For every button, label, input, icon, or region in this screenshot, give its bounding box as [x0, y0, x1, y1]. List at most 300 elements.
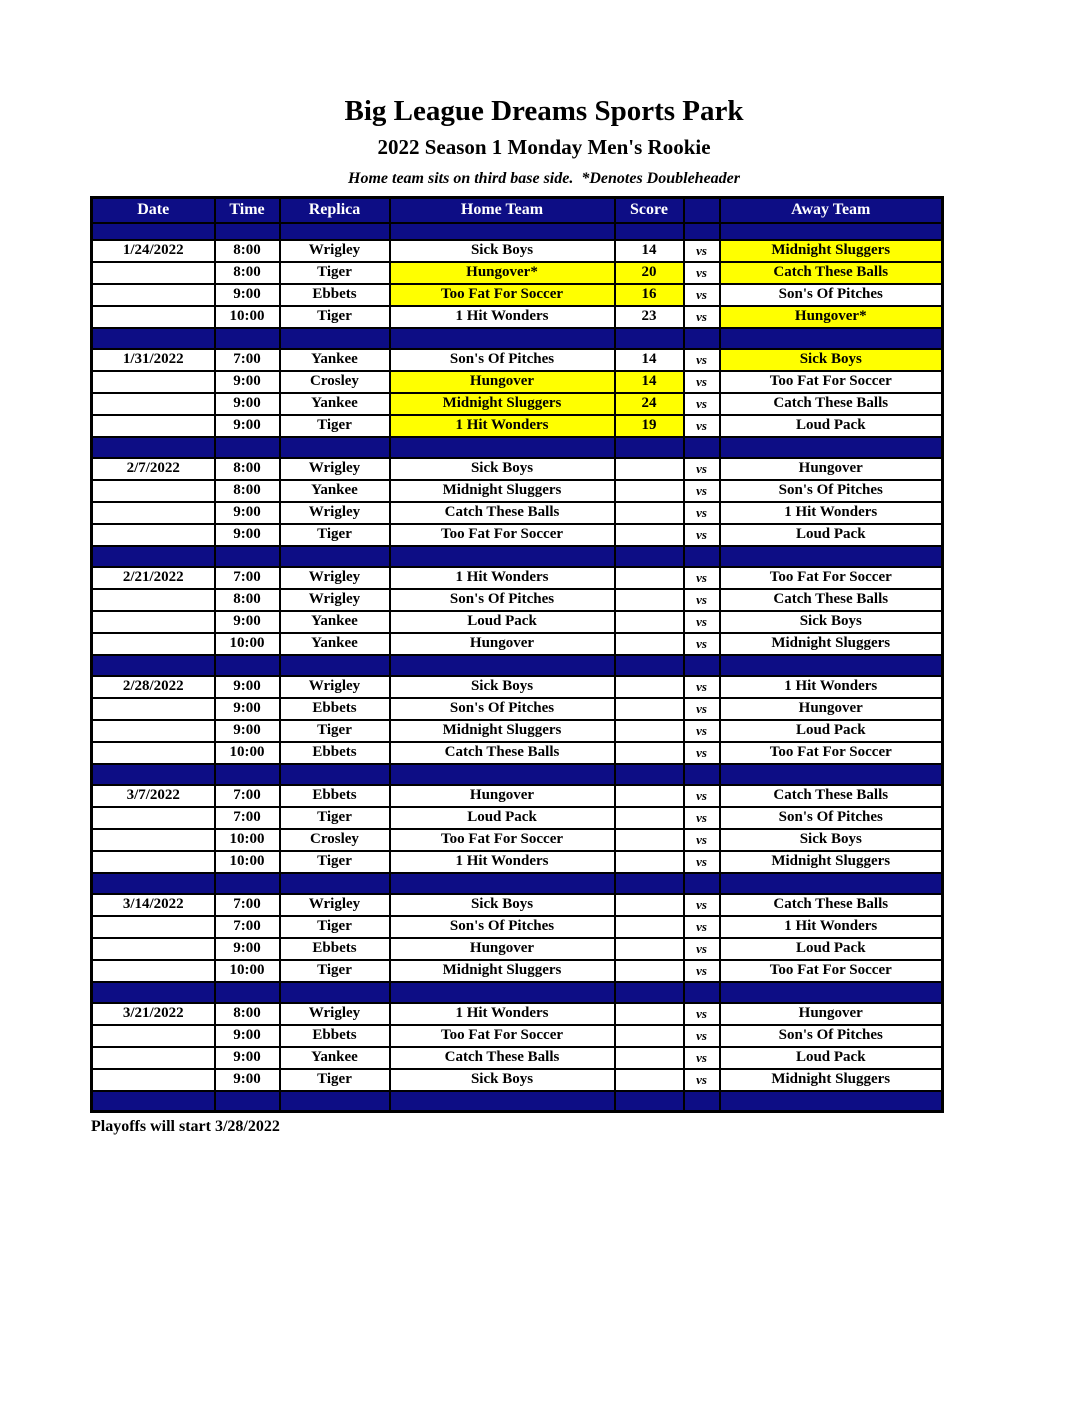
home-team-cell: Hungover* [390, 262, 615, 284]
date-cell [92, 1025, 215, 1047]
score-cell [615, 938, 684, 960]
date-cell: 2/7/2022 [92, 458, 215, 480]
date-cell [92, 393, 215, 415]
score-cell [615, 1069, 684, 1091]
time-cell: 7:00 [215, 894, 280, 916]
column-header-away-team: Away Team [720, 198, 943, 223]
separator-cell [684, 873, 720, 894]
vs-cell: vs [684, 502, 720, 524]
away-team-cell: Catch These Balls [720, 393, 943, 415]
game-row [92, 1003, 943, 1025]
score-cell [615, 524, 684, 546]
game-row [92, 894, 943, 916]
separator-cell [720, 546, 943, 567]
game-row [92, 415, 943, 437]
home-team-cell: Midnight Sluggers [390, 720, 615, 742]
score-cell [615, 1025, 684, 1047]
score-cell [615, 785, 684, 807]
date-cell [92, 1069, 215, 1091]
away-team-cell: Midnight Sluggers [720, 633, 943, 655]
separator-cell [615, 873, 684, 894]
home-team-cell: Hungover [390, 371, 615, 393]
separator-cell [684, 437, 720, 458]
score-cell: 23 [615, 306, 684, 328]
vs-cell: vs [684, 785, 720, 807]
away-team-cell: Loud Pack [720, 1047, 943, 1069]
score-cell: 14 [615, 371, 684, 393]
vs-cell: vs [684, 240, 720, 262]
away-team-cell: Catch These Balls [720, 589, 943, 611]
game-row [92, 284, 943, 306]
time-cell: 8:00 [215, 589, 280, 611]
game-row [92, 567, 943, 589]
date-cell [92, 720, 215, 742]
game-row [92, 807, 943, 829]
date-cell [92, 851, 215, 873]
score-cell: 24 [615, 393, 684, 415]
away-team-cell: Hungover [720, 1003, 943, 1025]
away-team-cell: Sick Boys [720, 349, 943, 371]
week-separator-row [92, 873, 943, 894]
separator-cell [215, 546, 280, 567]
date-cell: 3/7/2022 [92, 785, 215, 807]
date-cell [92, 829, 215, 851]
game-row [92, 393, 943, 415]
replica-cell: Tiger [280, 1069, 390, 1091]
replica-cell: Tiger [280, 720, 390, 742]
score-cell [615, 807, 684, 829]
away-team-cell: Hungover* [720, 306, 943, 328]
separator-cell [390, 982, 615, 1003]
date-cell: 2/28/2022 [92, 676, 215, 698]
home-team-cell: Son's Of Pitches [390, 349, 615, 371]
time-cell: 9:00 [215, 1047, 280, 1069]
away-team-cell: 1 Hit Wonders [720, 502, 943, 524]
game-row [92, 785, 943, 807]
separator-cell [215, 982, 280, 1003]
date-cell [92, 960, 215, 982]
separator-cell [720, 873, 943, 894]
vs-cell: vs [684, 524, 720, 546]
game-row [92, 240, 943, 262]
home-team-cell: Hungover [390, 938, 615, 960]
away-team-cell: Son's Of Pitches [720, 284, 943, 306]
score-cell [615, 676, 684, 698]
vs-cell: vs [684, 458, 720, 480]
away-team-cell: Son's Of Pitches [720, 1025, 943, 1047]
home-team-cell: Sick Boys [390, 894, 615, 916]
time-cell: 9:00 [215, 720, 280, 742]
separator-cell [390, 1091, 615, 1112]
time-cell: 8:00 [215, 458, 280, 480]
week-separator-row [92, 982, 943, 1003]
separator-cell [684, 655, 720, 676]
week-separator-row [92, 437, 943, 458]
score-cell [615, 567, 684, 589]
game-row [92, 371, 943, 393]
page-subtitle: 2022 Season 1 Monday Men's Rookie [377, 135, 711, 159]
time-cell: 9:00 [215, 698, 280, 720]
time-cell: 10:00 [215, 851, 280, 873]
replica-cell: Ebbets [280, 742, 390, 764]
date-cell: 2/21/2022 [92, 567, 215, 589]
replica-cell: Tiger [280, 807, 390, 829]
header-separator-row [92, 223, 943, 240]
game-row [92, 742, 943, 764]
separator-cell [615, 546, 684, 567]
time-cell: 10:00 [215, 829, 280, 851]
vs-cell: vs [684, 415, 720, 437]
column-header-time: Time [215, 198, 280, 223]
replica-cell: Yankee [280, 393, 390, 415]
time-cell: 8:00 [215, 1003, 280, 1025]
schedule-table [90, 196, 944, 1113]
separator-cell [720, 764, 943, 785]
home-team-cell: Too Fat For Soccer [390, 1025, 615, 1047]
separator-cell [92, 873, 215, 894]
time-cell: 9:00 [215, 393, 280, 415]
away-team-cell: 1 Hit Wonders [720, 676, 943, 698]
separator-cell [684, 328, 720, 349]
home-team-cell: Son's Of Pitches [390, 589, 615, 611]
separator-cell [215, 328, 280, 349]
game-row [92, 720, 943, 742]
time-cell: 9:00 [215, 611, 280, 633]
separator-cell [280, 223, 390, 240]
separator-cell [390, 655, 615, 676]
separator-cell [92, 655, 215, 676]
home-team-cell: Sick Boys [390, 240, 615, 262]
separator-cell [280, 1091, 390, 1112]
home-team-cell: Catch These Balls [390, 742, 615, 764]
away-team-cell: 1 Hit Wonders [720, 916, 943, 938]
separator-cell [720, 1091, 943, 1112]
vs-cell: vs [684, 1025, 720, 1047]
time-cell: 7:00 [215, 349, 280, 371]
time-cell: 7:00 [215, 807, 280, 829]
vs-cell: vs [684, 742, 720, 764]
vs-cell: vs [684, 698, 720, 720]
home-team-note: Home team sits on third base side. *Denotes Doubleheader [348, 170, 740, 187]
date-cell: 3/21/2022 [92, 1003, 215, 1025]
date-cell [92, 916, 215, 938]
home-team-cell: Sick Boys [390, 1069, 615, 1091]
vs-cell: vs [684, 349, 720, 371]
vs-cell: vs [684, 916, 720, 938]
home-team-cell: Loud Pack [390, 611, 615, 633]
game-row [92, 829, 943, 851]
score-cell [615, 851, 684, 873]
home-team-cell: Midnight Sluggers [390, 960, 615, 982]
separator-cell [215, 764, 280, 785]
home-team-cell: Too Fat For Soccer [390, 524, 615, 546]
game-row [92, 960, 943, 982]
date-cell [92, 698, 215, 720]
time-cell: 8:00 [215, 480, 280, 502]
vs-cell: vs [684, 306, 720, 328]
score-cell: 14 [615, 240, 684, 262]
separator-cell [390, 328, 615, 349]
vs-cell: vs [684, 1003, 720, 1025]
date-cell [92, 480, 215, 502]
separator-cell [280, 655, 390, 676]
home-team-cell: Hungover [390, 633, 615, 655]
date-cell [92, 524, 215, 546]
separator-cell [215, 873, 280, 894]
home-team-cell: 1 Hit Wonders [390, 851, 615, 873]
replica-cell: Tiger [280, 851, 390, 873]
separator-cell [92, 764, 215, 785]
away-team-cell: Catch These Balls [720, 262, 943, 284]
replica-cell: Tiger [280, 262, 390, 284]
home-team-cell: Catch These Balls [390, 502, 615, 524]
time-cell: 10:00 [215, 742, 280, 764]
score-cell: 19 [615, 415, 684, 437]
away-team-cell: Loud Pack [720, 524, 943, 546]
separator-cell [615, 223, 684, 240]
time-cell: 9:00 [215, 938, 280, 960]
game-row [92, 1025, 943, 1047]
game-row [92, 938, 943, 960]
separator-cell [390, 223, 615, 240]
week-separator-row [92, 1091, 943, 1112]
time-cell: 9:00 [215, 371, 280, 393]
home-team-cell: Midnight Sluggers [390, 393, 615, 415]
separator-cell [684, 546, 720, 567]
week-separator-row [92, 655, 943, 676]
away-team-cell: Sick Boys [720, 829, 943, 851]
date-cell [92, 284, 215, 306]
home-team-cell: Too Fat For Soccer [390, 284, 615, 306]
score-cell [615, 698, 684, 720]
home-team-cell: 1 Hit Wonders [390, 306, 615, 328]
away-team-cell: Too Fat For Soccer [720, 742, 943, 764]
table-header-row [92, 198, 943, 223]
score-cell [615, 633, 684, 655]
page-title: Big League Dreams Sports Park [344, 95, 744, 127]
time-cell: 10:00 [215, 306, 280, 328]
separator-cell [280, 437, 390, 458]
score-cell: 16 [615, 284, 684, 306]
separator-cell [280, 328, 390, 349]
time-cell: 9:00 [215, 524, 280, 546]
column-header-home-team: Home Team [390, 198, 615, 223]
vs-cell: vs [684, 938, 720, 960]
time-cell: 7:00 [215, 785, 280, 807]
score-cell: 14 [615, 349, 684, 371]
time-cell: 7:00 [215, 567, 280, 589]
date-cell [92, 262, 215, 284]
time-cell: 9:00 [215, 284, 280, 306]
vs-cell: vs [684, 829, 720, 851]
separator-cell [215, 1091, 280, 1112]
replica-cell: Wrigley [280, 240, 390, 262]
away-team-cell: Midnight Sluggers [720, 1069, 943, 1091]
replica-cell: Yankee [280, 611, 390, 633]
vs-cell: vs [684, 1069, 720, 1091]
separator-cell [280, 982, 390, 1003]
page-header [0, 0, 1088, 188]
vs-cell: vs [684, 633, 720, 655]
away-team-cell: Catch These Balls [720, 894, 943, 916]
away-team-cell: Midnight Sluggers [720, 851, 943, 873]
time-cell: 7:00 [215, 916, 280, 938]
home-team-cell: 1 Hit Wonders [390, 567, 615, 589]
home-team-cell: 1 Hit Wonders [390, 415, 615, 437]
vs-cell: vs [684, 284, 720, 306]
separator-cell [92, 328, 215, 349]
date-cell [92, 306, 215, 328]
separator-cell [280, 764, 390, 785]
replica-cell: Wrigley [280, 502, 390, 524]
replica-cell: Tiger [280, 960, 390, 982]
game-row [92, 480, 943, 502]
game-row [92, 262, 943, 284]
separator-cell [280, 873, 390, 894]
separator-cell [390, 437, 615, 458]
time-cell: 10:00 [215, 633, 280, 655]
separator-cell [390, 764, 615, 785]
replica-cell: Crosley [280, 829, 390, 851]
vs-cell: vs [684, 676, 720, 698]
replica-cell: Tiger [280, 415, 390, 437]
separator-cell [92, 223, 215, 240]
separator-cell [684, 1091, 720, 1112]
home-team-cell: Hungover [390, 785, 615, 807]
separator-cell [720, 437, 943, 458]
column-header-vs [684, 198, 720, 223]
game-row [92, 524, 943, 546]
away-team-cell: Sick Boys [720, 611, 943, 633]
replica-cell: Wrigley [280, 1003, 390, 1025]
game-row [92, 916, 943, 938]
game-row [92, 458, 943, 480]
vs-cell: vs [684, 894, 720, 916]
date-cell [92, 742, 215, 764]
score-cell: 20 [615, 262, 684, 284]
date-cell [92, 589, 215, 611]
date-cell: 3/14/2022 [92, 894, 215, 916]
game-row [92, 349, 943, 371]
game-row [92, 698, 943, 720]
separator-cell [615, 764, 684, 785]
week-separator-row [92, 546, 943, 567]
column-header-date: Date [92, 198, 215, 223]
separator-cell [684, 223, 720, 240]
separator-cell [390, 546, 615, 567]
vs-cell: vs [684, 371, 720, 393]
playoffs-note: Playoffs will start 3/28/2022 [91, 1118, 280, 1135]
time-cell: 8:00 [215, 262, 280, 284]
home-team-cell: Catch These Balls [390, 1047, 615, 1069]
separator-cell [215, 655, 280, 676]
home-team-cell: Loud Pack [390, 807, 615, 829]
game-row [92, 589, 943, 611]
time-cell: 10:00 [215, 960, 280, 982]
separator-cell [615, 437, 684, 458]
separator-cell [684, 764, 720, 785]
vs-cell: vs [684, 960, 720, 982]
separator-cell [615, 655, 684, 676]
score-cell [615, 1003, 684, 1025]
replica-cell: Crosley [280, 371, 390, 393]
separator-cell [615, 1091, 684, 1112]
score-cell [615, 894, 684, 916]
home-team-cell: Too Fat For Soccer [390, 829, 615, 851]
game-row [92, 306, 943, 328]
away-team-cell: Son's Of Pitches [720, 480, 943, 502]
replica-cell: Ebbets [280, 785, 390, 807]
separator-cell [215, 437, 280, 458]
away-team-cell: Too Fat For Soccer [720, 567, 943, 589]
replica-cell: Wrigley [280, 676, 390, 698]
schedule-table-body [92, 198, 943, 1112]
away-team-cell: Too Fat For Soccer [720, 960, 943, 982]
replica-cell: Wrigley [280, 458, 390, 480]
column-header-score: Score [615, 198, 684, 223]
separator-cell [92, 1091, 215, 1112]
vs-cell: vs [684, 807, 720, 829]
score-cell [615, 589, 684, 611]
separator-cell [92, 982, 215, 1003]
score-cell [615, 611, 684, 633]
week-separator-row [92, 764, 943, 785]
vs-cell: vs [684, 262, 720, 284]
away-team-cell: Hungover [720, 698, 943, 720]
score-cell [615, 502, 684, 524]
separator-cell [720, 655, 943, 676]
replica-cell: Wrigley [280, 567, 390, 589]
score-cell [615, 720, 684, 742]
home-team-cell: Midnight Sluggers [390, 480, 615, 502]
vs-cell: vs [684, 480, 720, 502]
replica-cell: Yankee [280, 633, 390, 655]
time-cell: 8:00 [215, 240, 280, 262]
date-cell [92, 611, 215, 633]
separator-cell [720, 328, 943, 349]
replica-cell: Tiger [280, 916, 390, 938]
time-cell: 9:00 [215, 415, 280, 437]
separator-cell [215, 223, 280, 240]
game-row [92, 633, 943, 655]
date-cell [92, 807, 215, 829]
game-row [92, 1047, 943, 1069]
score-cell [615, 916, 684, 938]
separator-cell [684, 982, 720, 1003]
replica-cell: Ebbets [280, 938, 390, 960]
time-cell: 9:00 [215, 1069, 280, 1091]
separator-cell [720, 982, 943, 1003]
score-cell [615, 1047, 684, 1069]
replica-cell: Ebbets [280, 1025, 390, 1047]
home-team-cell: Sick Boys [390, 676, 615, 698]
time-cell: 9:00 [215, 676, 280, 698]
replica-cell: Yankee [280, 1047, 390, 1069]
date-cell [92, 1047, 215, 1069]
game-row [92, 851, 943, 873]
vs-cell: vs [684, 720, 720, 742]
replica-cell: Wrigley [280, 894, 390, 916]
date-cell: 1/31/2022 [92, 349, 215, 371]
home-team-cell: Son's Of Pitches [390, 916, 615, 938]
away-team-cell: Loud Pack [720, 720, 943, 742]
away-team-cell: Son's Of Pitches [720, 807, 943, 829]
date-cell [92, 415, 215, 437]
time-cell: 9:00 [215, 1025, 280, 1047]
score-cell [615, 458, 684, 480]
replica-cell: Yankee [280, 349, 390, 371]
column-header-replica: Replica [280, 198, 390, 223]
